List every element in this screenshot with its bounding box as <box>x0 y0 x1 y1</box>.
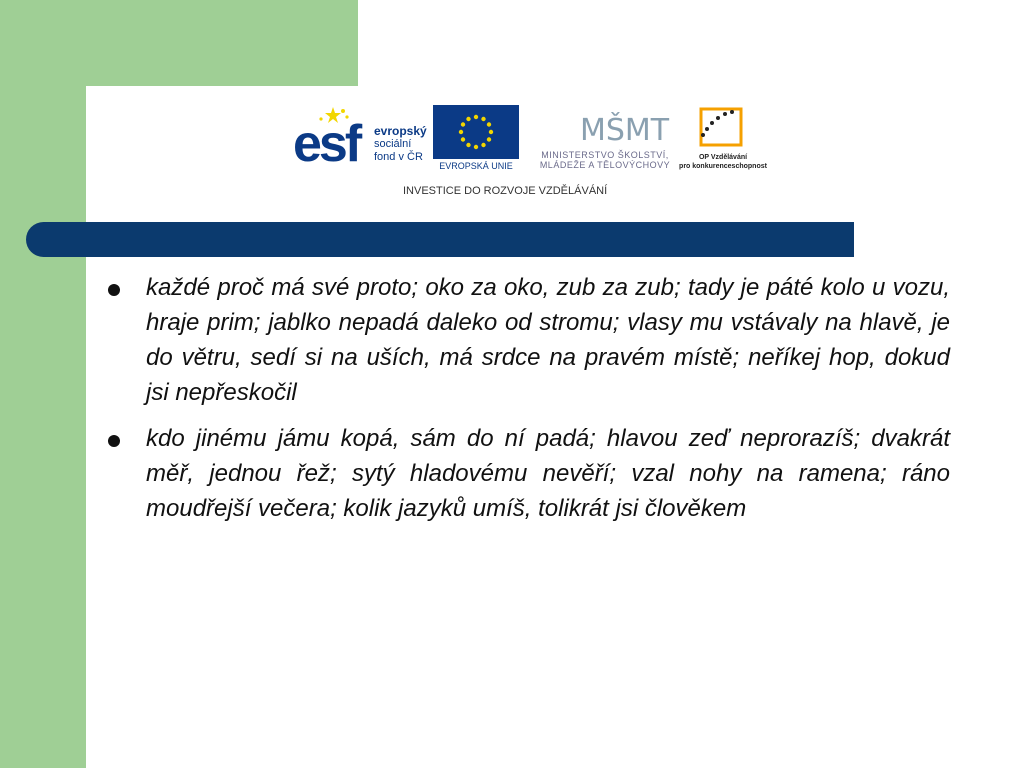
msmt-wordmark: MŠMT <box>580 113 670 148</box>
eu-flag-icon <box>433 105 519 159</box>
eu-logo <box>433 105 519 173</box>
green-side-strip <box>0 0 86 768</box>
esf-logo <box>291 105 451 173</box>
bullet-text: každé proč má své proto; oko za oko, zub za zub; tady je páté kolo u vozu, hraje prim; jablko nepadá daleko od stromu; vlasy mu vstávaly na hlavě, je do větru, sedí si na uších, má srdce na pravém místě; neříkej hop, dokud jsi nepřeskočil <box>146 274 950 406</box>
msmt-mark-icon <box>525 100 685 150</box>
bullet-text: kdo jinému jámu kopá, sám do ní padá; hlavou zeď neprorazíš; dvakrát měř, jednou řež; sytý hladovému nevěří; vzal nohy na ramena; ráno moudřejší večera; kolik jazyků umíš, tolikrát jsi člověkem <box>146 425 950 522</box>
op-label: OP Vzdělávání pro konkurenceschopnost <box>679 154 767 170</box>
msmt-logo <box>525 100 685 175</box>
op-logo <box>678 103 768 178</box>
msmt-label: MINISTERSTVO ŠKOLSTVÍ, MLÁDEŽE A TĚLOVÝCHOVY <box>539 150 671 170</box>
logo-banner <box>288 100 768 200</box>
esf-wordmark: esf <box>293 115 360 173</box>
green-top-block <box>86 0 358 86</box>
esf-text: evropský sociální fond v ČR <box>374 124 427 163</box>
bullet-item <box>105 270 950 410</box>
bullet-list <box>105 270 950 537</box>
eu-label: EVROPSKÁ UNIE <box>439 161 513 171</box>
bullet-dot-icon <box>108 435 120 447</box>
investice-tagline: INVESTICE DO ROZVOJE VZDĚLÁVÁNÍ <box>403 185 608 197</box>
op-mark-icon <box>678 103 768 151</box>
rounded-corner <box>86 86 166 166</box>
navy-title-bar <box>26 222 854 257</box>
bullet-item <box>105 421 950 526</box>
bullet-dot-icon <box>108 284 120 296</box>
